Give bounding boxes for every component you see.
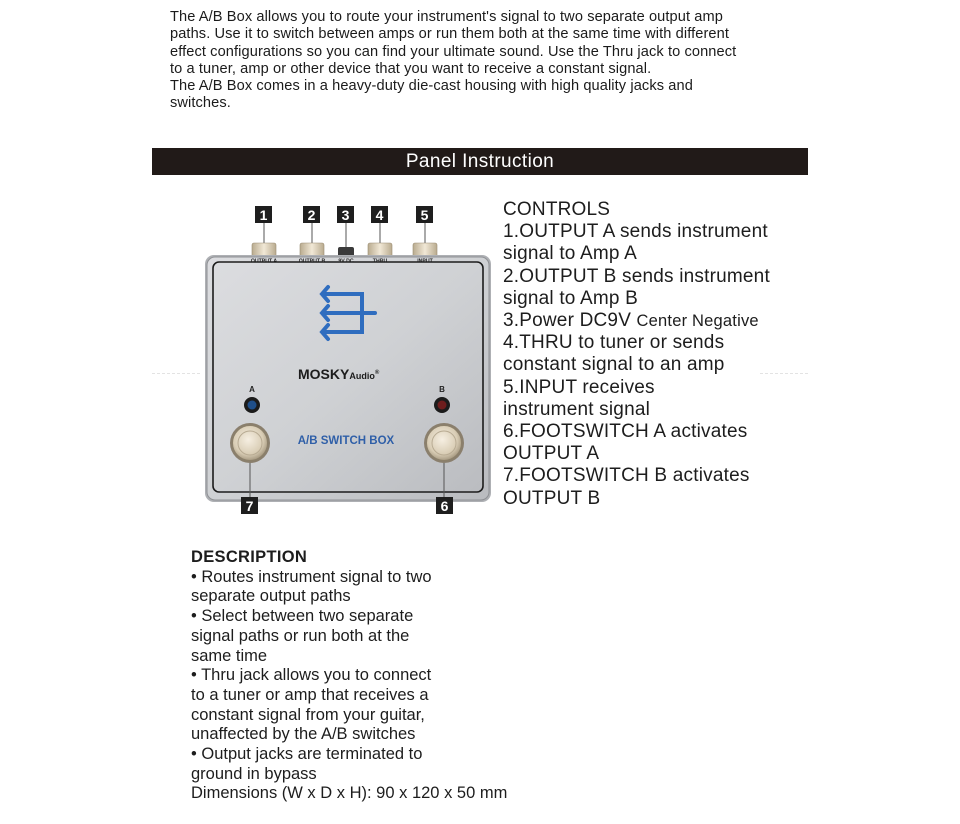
controls-line: OUTPUT B xyxy=(503,487,601,509)
callout-number: 2 xyxy=(307,207,316,223)
callout-number: 5 xyxy=(420,207,429,223)
controls-line-power-main: 3.Power DC9V xyxy=(503,310,632,332)
description-dimensions: Dimensions (W x D x H): 90 x 120 x 50 mm xyxy=(191,784,508,803)
panel-instruction-banner: Panel Instruction xyxy=(152,148,808,175)
controls-line: 6.FOOTSWITCH A activates xyxy=(503,421,748,443)
footswitch-a[interactable] xyxy=(230,423,270,463)
jack-label-output-b: OUTPUT B xyxy=(298,258,326,265)
ab-box-illustration xyxy=(190,195,495,517)
jack-label-output-a: OUTPUT A xyxy=(250,258,278,265)
intro-line: The A/B Box comes in a heavy-duty die-cast housing with high quality jacks and xyxy=(170,78,693,95)
led-b-label: B xyxy=(439,385,445,394)
led-b-indicator xyxy=(438,401,447,410)
callout-3 xyxy=(337,206,354,223)
controls-line: constant signal to an amp xyxy=(503,354,725,376)
controls-line: instrument signal xyxy=(503,398,651,420)
callout-5 xyxy=(416,206,433,223)
controls-list xyxy=(503,199,823,510)
controls-line-power-note: Center Negative xyxy=(636,312,759,331)
description-line: same time xyxy=(191,646,268,665)
intro-line: effect configurations so you can find your ultimate sound. Use the Thru jack to connect xyxy=(170,43,737,60)
description-line: unaffected by the A/B switches xyxy=(191,725,416,744)
description-line: to a tuner or amp that receives a xyxy=(191,685,429,704)
description-line: separate output paths xyxy=(191,587,351,606)
description-line: ground in bypass xyxy=(191,764,317,783)
controls-line: OUTPUT A xyxy=(503,443,600,465)
controls-line-power xyxy=(503,310,823,332)
callout-number: 7 xyxy=(245,498,254,514)
description-line: • Routes instrument signal to two xyxy=(191,567,432,586)
intro-line: switches. xyxy=(170,95,231,112)
jack-label-thru: THRU xyxy=(372,258,388,265)
description-section xyxy=(191,548,571,804)
callout-6 xyxy=(436,497,453,514)
jack-thru xyxy=(368,243,392,257)
intro-line: to a tuner, amp or other device that you want to receive a constant signal. xyxy=(170,60,652,77)
description-line: • Output jacks are terminated to xyxy=(191,745,423,764)
footswitch-b[interactable] xyxy=(424,423,464,463)
controls-line: 2.OUTPUT B sends instrument xyxy=(503,265,770,287)
jack-output-b xyxy=(300,243,324,257)
intro-paragraph xyxy=(170,9,820,113)
intro-line: paths. Use it to switch between amps or run them both at the same time with different xyxy=(170,26,730,43)
jack-label-input: INPUT xyxy=(417,258,433,265)
callout-7 xyxy=(241,497,258,514)
callout-4 xyxy=(371,206,388,223)
jack-label-dc: 9V DC xyxy=(338,258,354,265)
brand-logo: MOSKYAudio® xyxy=(298,366,380,382)
description-line: • Select between two separate xyxy=(191,607,414,626)
led-a-indicator xyxy=(248,401,257,410)
controls-line: 7.FOOTSWITCH B activates xyxy=(503,465,750,487)
controls-line: 5.INPUT receives xyxy=(503,376,655,398)
description-line: constant signal from your guitar, xyxy=(191,705,425,724)
callout-number: 1 xyxy=(259,207,268,223)
controls-line: 1.OUTPUT A sends instrument xyxy=(503,221,768,243)
callout-1 xyxy=(255,206,272,223)
controls-heading: CONTROLS xyxy=(503,199,611,220)
intro-line: The A/B Box allows you to route your instrument's signal to two separate output amp xyxy=(170,9,723,25)
controls-line: 4.THRU to tuner or sends xyxy=(503,332,725,354)
callout-number: 3 xyxy=(341,207,350,223)
description-heading: DESCRIPTION xyxy=(191,548,308,566)
model-name: A/B SWITCH BOX xyxy=(297,435,395,447)
controls-line: signal to Amp B xyxy=(503,287,639,309)
description-line: signal paths or run both at the xyxy=(191,626,410,645)
callout-number: 6 xyxy=(440,498,449,514)
jack-input xyxy=(413,243,437,257)
description-line: • Thru jack allows you to connect xyxy=(191,666,432,685)
jack-output-a xyxy=(252,243,276,257)
led-a-label: A xyxy=(249,385,255,394)
controls-line: signal to Amp A xyxy=(503,243,637,265)
callout-number: 4 xyxy=(375,207,384,223)
callout-2 xyxy=(303,206,320,223)
